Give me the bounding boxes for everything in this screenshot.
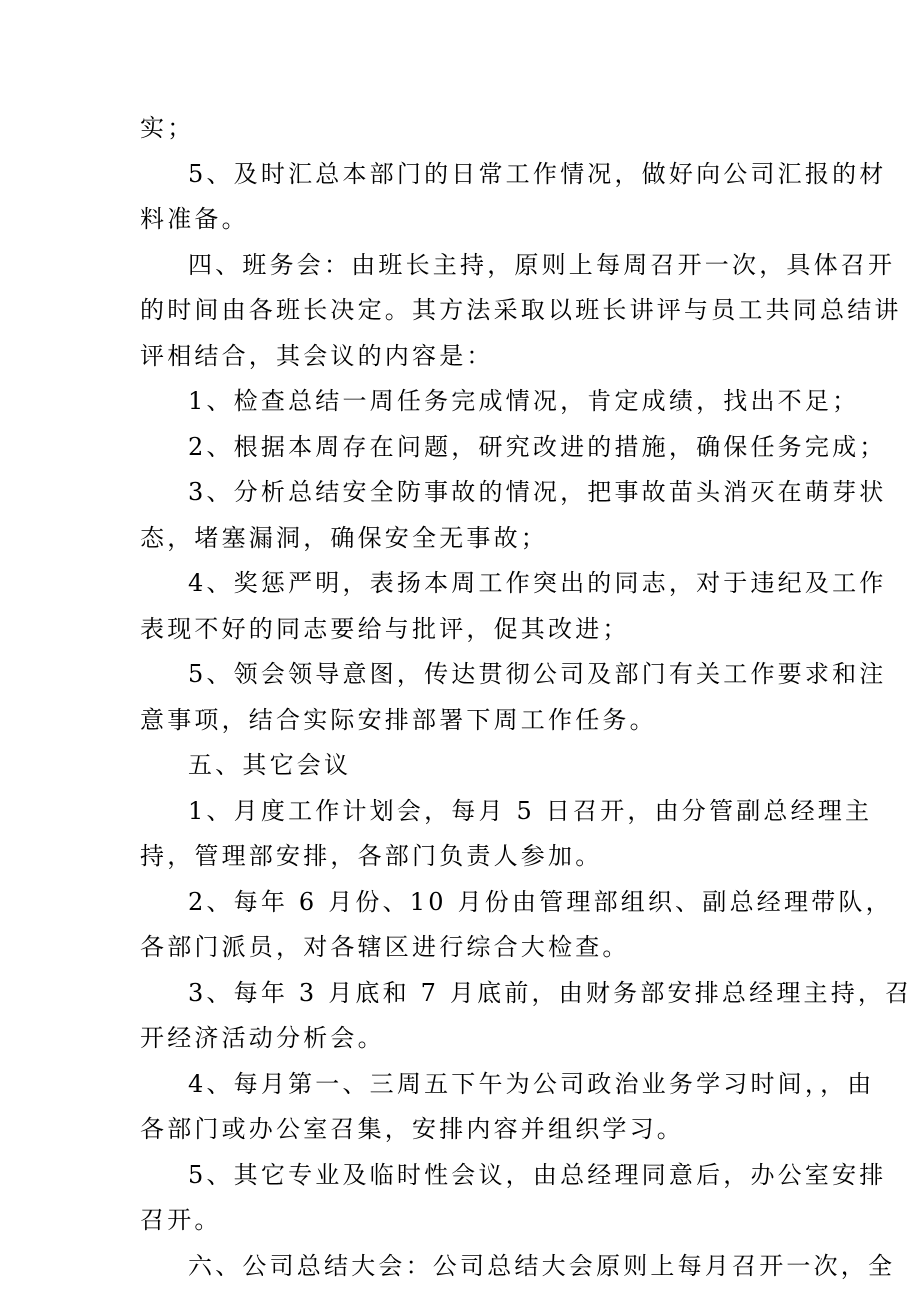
text-line: 四、班务会：由班长主持，原则上每周召开一次，具体召开 [188,250,896,279]
text-line: 5、领会领导意图，传达贯彻公司及部门有关工作要求和注 [188,660,887,688]
document-body [140,106,913,1289]
text-line: 4、奖惩严明，表扬本周工作突出的同志，对于违纪及工作 [188,569,887,597]
text-line: 六、公司总结大会：公司总结大会原则上每月召开一次，全 [188,1251,896,1280]
text-line: 实； [140,114,195,142]
text-line: 持，管理部安排，各部门负责人参加。 [140,842,603,870]
text-line: 5、其它专业及临时性会议，由总经理同意后，办公室安排 [188,1160,887,1189]
text-line: 意事项，结合实际安排部署下周工作任务。 [140,705,657,734]
text-line: 4、每月第一、三周五下午为公司政治业务学习时间，，由 [188,1069,875,1098]
text-line: 1、月度工作计划会，每月 5 日召开，由分管副总经理主 [188,796,873,825]
text-line: 2、根据本周存在问题，研究改进的措施，确保任务完成； [188,432,887,461]
text-line: 料准备。 [140,205,249,233]
text-line: 态，堵塞漏洞，确保安全无事故； [140,523,548,552]
text-line: 表现不好的同志要给与批评，促其改进； [140,614,630,643]
text-line: 3、分析总结安全防事故的情况，把事故苗头消灭在萌芽状 [188,478,887,506]
text-line: 1、检查总结一周任务完成情况，肯定成绩，找出不足； [188,387,860,415]
text-line: 5、及时汇总本部门的日常工作情况，做好向公司汇报的材 [188,159,887,188]
text-line: 的时间由各班长决定。其方法采取以班长讲评与员工共同总结讲 [140,296,902,324]
text-line: 各部门或办公室召集，安排内容并组织学习。 [140,1115,684,1143]
text-line: 评相结合，其会议的内容是： [140,341,494,370]
text-line: 五、其它会议 [188,751,352,779]
text-line: 3、每年 3 月底和 7 月底前，由财务部安排总经理主持，召 [188,978,913,1007]
text-line: 各部门派员，对各辖区进行综合大检查。 [140,933,630,961]
text-line: 2、每年 6 月份、10 月份由管理部组织、副总经理带队， [188,887,893,916]
text-line: 召开。 [140,1206,222,1234]
text-line: 开经济活动分析会。 [140,1024,385,1052]
